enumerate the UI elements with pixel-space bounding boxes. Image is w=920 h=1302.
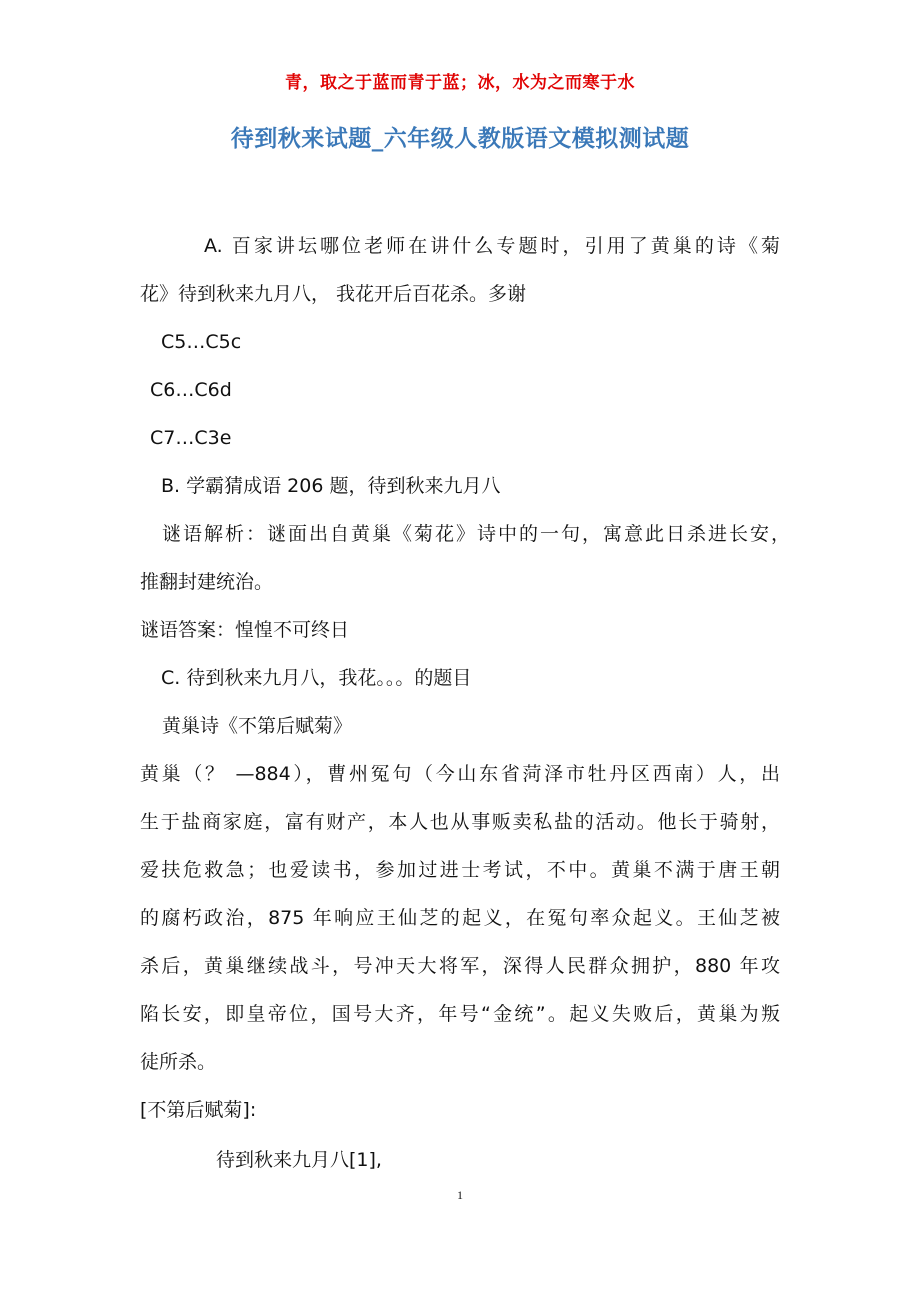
option-line: C5…C5c xyxy=(161,331,242,353)
paragraph-line: 谜语答案：惶惶不可终日 xyxy=(140,619,350,641)
paragraph-line: 推翻封建统治。 xyxy=(140,571,274,593)
paragraph-line: 徒所杀。 xyxy=(140,1051,217,1073)
header-motto: 青，取之于蓝而青于蓝；冰，水为之而寒于水 xyxy=(285,73,635,93)
paragraph-line: 花》待到秋来九月八， 我花开后百花杀。多谢 xyxy=(140,283,527,305)
poem-heading: [不第后赋菊]: xyxy=(140,1099,257,1121)
option-line: C6…C6d xyxy=(150,379,232,401)
paragraph-line: A. 百家讲坛哪位老师在讲什么专题时，引用了黄巢的诗《菊 xyxy=(204,235,780,257)
paragraph-line: 陷长安，即皇帝位，国号大齐，年号“金统”。起义失败后，黄巢为叛 xyxy=(140,1003,780,1025)
document-title: 待到秋来试题_六年级人教版语文模拟测试题 xyxy=(230,126,690,152)
paragraph-line: 的腐朽政治，875 年响应王仙芝的起义，在冤句率众起义。王仙芝被 xyxy=(140,907,780,929)
paragraph-line: 爱扶危救急；也爱读书，参加过进士考试，不中。黄巢不满于唐王朝 xyxy=(140,859,780,881)
paragraph-line: 生于盐商家庭，富有财产，本人也从事贩卖私盐的活动。他长于骑射， xyxy=(140,811,780,833)
page-number: 1 xyxy=(457,1188,463,1202)
paragraph-line: 杀后，黄巢继续战斗，号冲天大将军，深得人民群众拥护，880 年攻 xyxy=(140,955,780,977)
paragraph-line: 黄巢诗《不第后赋菊》 xyxy=(162,715,353,737)
option-line: C7…C3e xyxy=(150,427,232,449)
paragraph-line: B. 学霸猜成语 206 题，待到秋来九月八 xyxy=(161,475,501,497)
paragraph-line: 谜语解析：谜面出自黄巢《菊花》诗中的一句，寓意此日杀进长安， xyxy=(162,523,790,545)
paragraph-line: C. 待到秋来九月八，我花。。。的题目 xyxy=(161,667,472,689)
paragraph-line: 黄巢（？ —884），曹州冤句（今山东省菏泽市牡丹区西南）人，出 xyxy=(140,763,780,785)
poem-line: 待到秋来九月八[1], xyxy=(216,1149,382,1171)
